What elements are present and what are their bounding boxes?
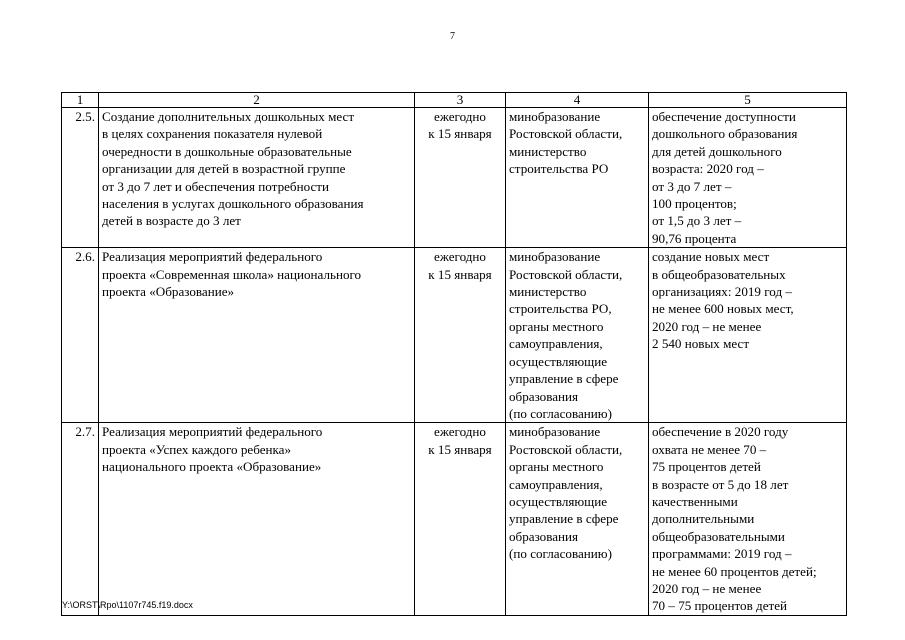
page-number: 7 bbox=[450, 31, 455, 42]
task-description: Реализация мероприятий федерального проекта «Современная школа» национального проекта «Образование» bbox=[99, 248, 415, 423]
executor: минобразование Ростовской области, министерство строительства РО bbox=[506, 108, 649, 248]
header-col-5: 5 bbox=[649, 93, 847, 108]
file-path-footer: Y:\ORST\Rpo\1107r745.f19.docx bbox=[62, 600, 193, 610]
expected-result: обеспечение доступности дошкольного образования для детей дошкольного возраста: 2020 год – от 3 до 7 лет – 100 процентов; от 1,5 до 3 лет – 90,76 процента bbox=[649, 108, 847, 248]
header-col-2: 2 bbox=[99, 93, 415, 108]
table-row bbox=[62, 423, 847, 615]
table-row bbox=[62, 108, 847, 248]
task-description: Реализация мероприятий федерального проекта «Успех каждого ребенка» национального проекта «Образование» bbox=[99, 423, 415, 615]
row-number: 2.7. bbox=[62, 423, 99, 615]
header-col-1: 1 bbox=[62, 93, 99, 108]
executor: минобразование Ростовской области, органы местного самоуправления, осуществляющие управление в сфере образования (по согласованию) bbox=[506, 423, 649, 615]
executor: минобразование Ростовской области, министерство строительства РО, органы местного самоуправления, осуществляющие управление в сфере образования (по согласованию) bbox=[506, 248, 649, 423]
row-number: 2.5. bbox=[62, 108, 99, 248]
row-number: 2.6. bbox=[62, 248, 99, 423]
plan-table bbox=[61, 92, 847, 616]
header-row bbox=[62, 93, 847, 108]
header-col-4: 4 bbox=[506, 93, 649, 108]
table-row bbox=[62, 248, 847, 423]
task-description: Создание дополнительных дошкольных мест в целях сохранения показателя нулевой очередности в дошкольные образовательные организации для детей в возрастной группе от 3 до 7 лет и обеспечения потребности населения в услугах дошкольного образования детей в возрасте до 3 лет bbox=[99, 108, 415, 248]
header-col-3: 3 bbox=[415, 93, 506, 108]
expected-result: создание новых мест в общеобразовательных организациях: 2019 год – не менее 600 новых мест, 2020 год – не менее 2 540 новых мест bbox=[649, 248, 847, 423]
deadline: ежегодно к 15 января bbox=[415, 423, 506, 615]
deadline: ежегодно к 15 января bbox=[415, 108, 506, 248]
expected-result: обеспечение в 2020 году охвата не менее 70 – 75 процентов детей в возрасте от 5 до 18 лет качественными дополнительными общеобразовательными программами: 2019 год – не менее 60 процентов детей; 2020 год – не менее 70 – 75 процентов детей bbox=[649, 423, 847, 615]
deadline: ежегодно к 15 января bbox=[415, 248, 506, 423]
